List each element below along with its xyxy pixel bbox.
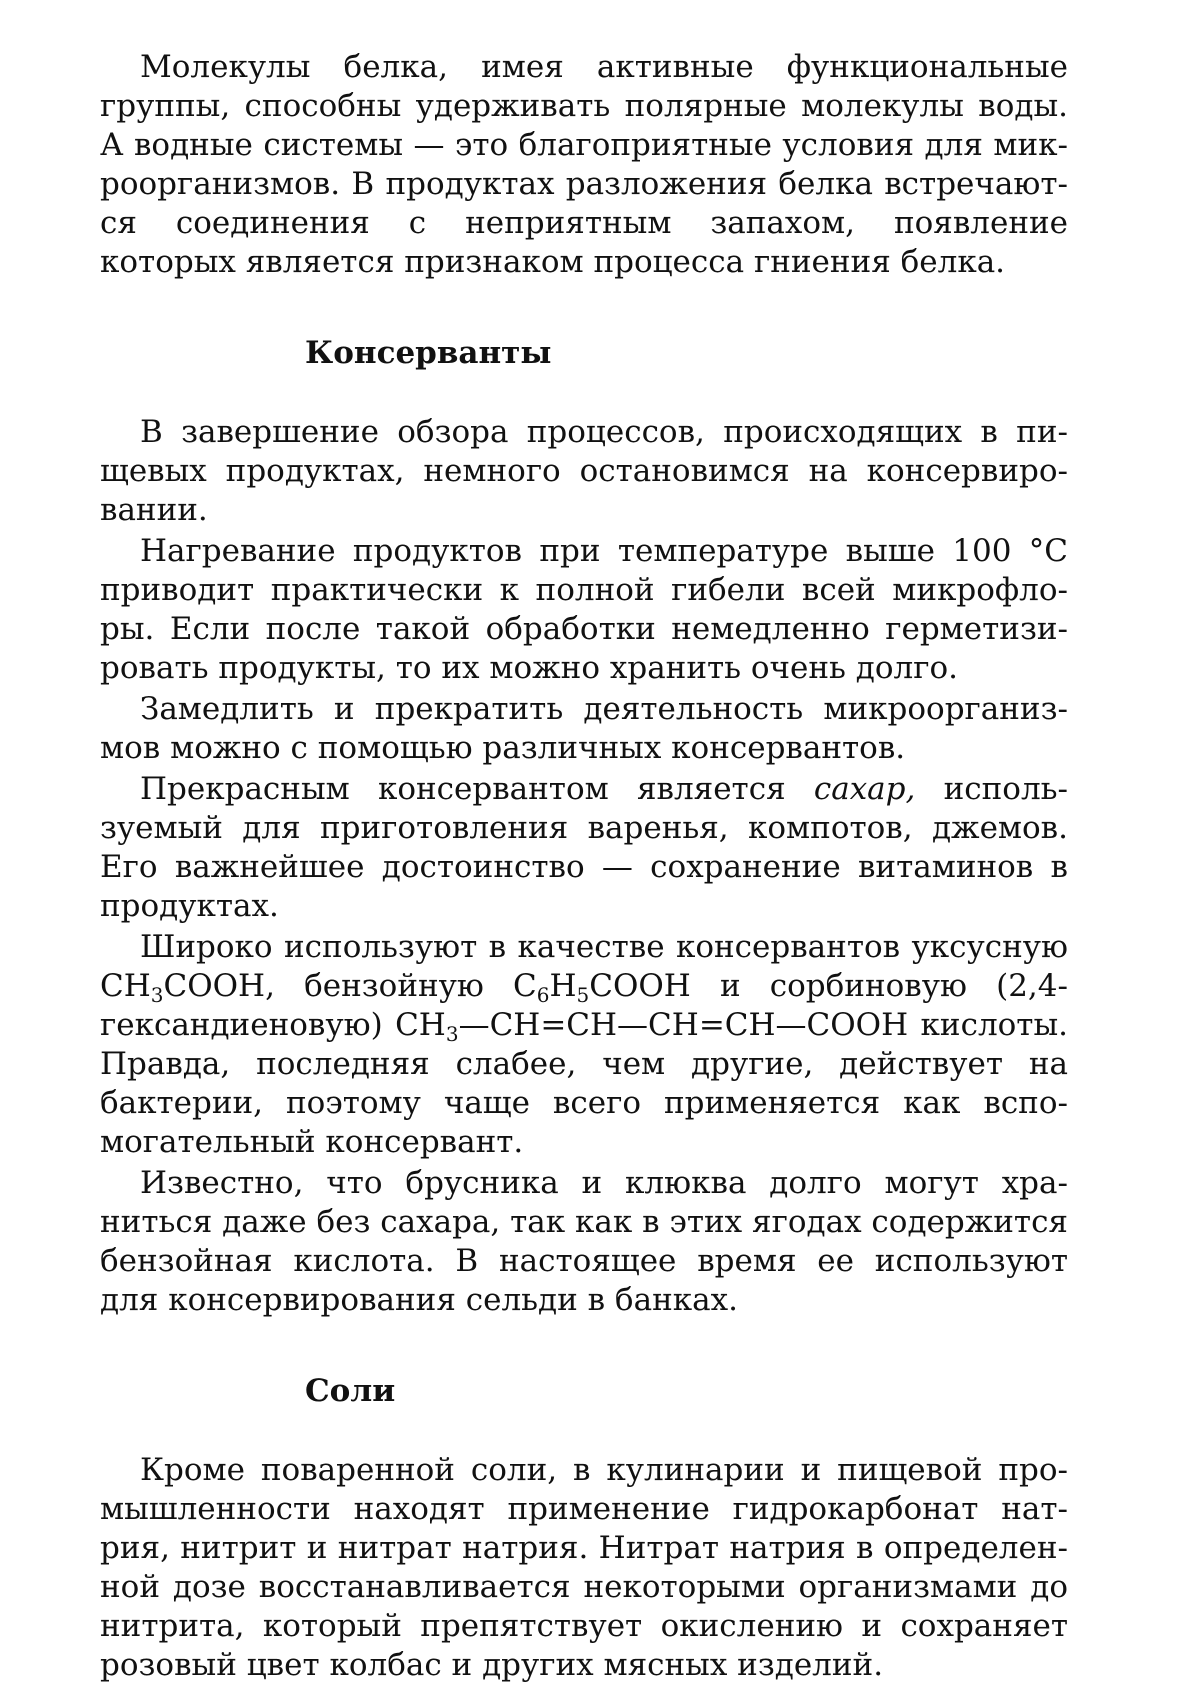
acids-subscript-3: 5: [576, 983, 590, 1007]
acids-subscript-1: 3: [150, 983, 164, 1007]
heading-preservatives: Консерванты: [305, 335, 552, 371]
paragraph-sugar: [100, 770, 1068, 926]
acids-text-5: —CH=CH—CH=CH—COOH кислоты. Правда, последняя слабее, чем другие, действует на бактерии, поэтому чаще всего применяется как вспомогательный консервант.: [100, 1007, 1068, 1160]
sugar-text-before: Прекрасным консервантом является: [140, 771, 814, 807]
acids-subscript-4: 3: [445, 1022, 459, 1046]
paragraph-canning-intro: В завершение обзора процессов, происходящих в пищевых продуктах, немного остановимся на консервировании.: [100, 414, 1068, 528]
acids-text-1: Широко используют в качестве консервантов уксусную CH: [100, 929, 1068, 1004]
acids-text-3: H: [549, 968, 577, 1004]
paragraph-salts: Кроме поваренной соли, в кулинарии и пищевой промышленности находят применение гидрокарбонат натрия, нитрит и нитрат натрия. Нитрат натрия в определенной дозе восстанавливается некоторыми организмами до нитрита, который препятствует окислению и сохраняет розовый цвет колбас и других мясных изделий.: [100, 1452, 1068, 1683]
document-page: [100, 48, 1068, 1685]
acids-text-4: COOH и сорбиновую (2,4-гександиеновую) CH: [100, 968, 1068, 1043]
heading-salts: Соли: [305, 1373, 396, 1409]
paragraph-berries: Известно, что брусника и клюква долго могут храниться даже без сахара, так как в этих ягодах содержится бензойная кислота. В настоящее время ее используют для консервирования сельди в банках.: [100, 1165, 1068, 1318]
paragraph-protein-molecules: Молекулы белка, имея активные функциональные группы, способны удерживать полярные молекулы воды. А водные системы — это благоприятные условия для микроорганизмов. В продуктах разложения белка встречаются соединения с неприятным запахом, появление которых является признаком процесса гниения белка.: [100, 49, 1068, 280]
acids-subscript-2: 6: [536, 983, 550, 1007]
sugar-text-after: используемый для приготовления варенья, компотов, джемов. Его важнейшее достоинство — сохранение витаминов в продуктах.: [100, 771, 1068, 924]
paragraph-heating: Нагревание продуктов при температуре выше 100 °С приводит практически к полной гибели всей микрофлоры. Если после такой обработки немедленно герметизировать продукты, то их можно хранить очень долго.: [100, 533, 1068, 686]
acids-text-2: COOH, бензойную C: [163, 968, 537, 1004]
sugar-term-italic: сахар,: [813, 771, 916, 807]
paragraph-acids: [100, 928, 1068, 1162]
paragraph-slow-microorganisms: Замедлить и прекратить деятельность микроорганизмов можно с помощью различных консервантов.: [100, 691, 1068, 766]
